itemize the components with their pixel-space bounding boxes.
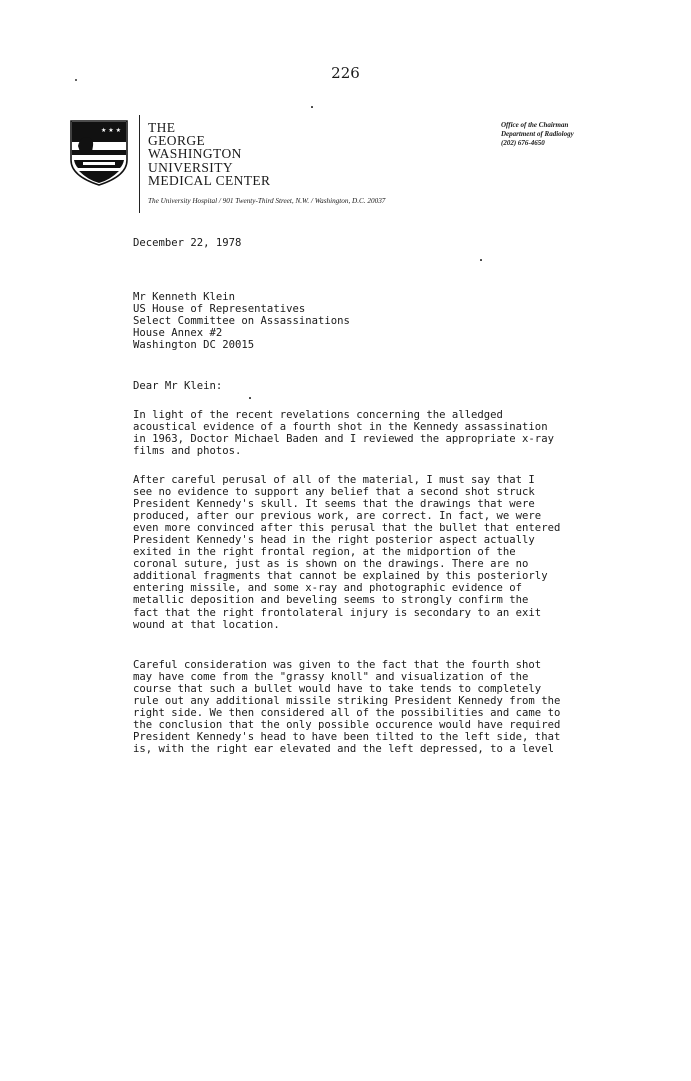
paragraph-line: After careful perusal of all of the material, I must say that I xyxy=(133,474,535,486)
org-name-line: UNIVERSITY xyxy=(148,159,233,175)
org-name-line: WASHINGTON xyxy=(148,146,242,162)
recipient-line: Washington DC 20015 xyxy=(133,339,255,352)
paragraph-line: see no evidence to support any belief that a second shot struck xyxy=(133,486,535,499)
paragraph-line: rule out any additional missile striking President Kennedy from the xyxy=(133,695,561,708)
paragraph-line: In light of the recent revelations concerning the alledged xyxy=(133,409,503,421)
office-line: (202) 676-4650 xyxy=(501,139,545,148)
scan-speck xyxy=(311,106,313,108)
paragraph-line: metallic deposition and beveling seems to strongly confirm the xyxy=(133,594,529,607)
body-paragraph xyxy=(133,409,554,457)
recipient-line: House Annex #2 xyxy=(133,327,223,340)
paragraph-line: is, with the right ear elevated and the left depressed, to a level xyxy=(133,743,554,756)
body-paragraph xyxy=(133,474,560,631)
office-line: Department of Radiology xyxy=(501,130,574,139)
org-name-line: MEDICAL CENTER xyxy=(148,172,271,188)
paragraph-line: right side. We then considered all of the possibilities and came to xyxy=(133,707,561,720)
paragraph-line: additional fragments that cannot be explained by this posteriorly xyxy=(133,570,548,583)
page-number: 226 xyxy=(331,64,360,82)
letterhead-divider xyxy=(139,115,140,213)
paragraph-line: exited in the right frontal region, at the midportion of the xyxy=(133,546,516,559)
paragraph-line: President Kennedy's head in the right posterior aspect actually xyxy=(133,534,535,547)
gwu-shield-logo-icon xyxy=(70,120,128,186)
recipient-line: Mr Kenneth Klein xyxy=(133,291,236,303)
paragraph-line: fact that the right frontolateral injury is secondary to an exit xyxy=(133,606,542,619)
paragraph-line: wound at that location. xyxy=(133,618,280,631)
letter-date: December 22, 1978 xyxy=(133,237,242,249)
paragraph-line: produced, after our previous work, are correct. In fact, we were xyxy=(133,510,542,523)
paragraph-line: course that such a bullet would have to take tends to completely xyxy=(133,683,542,696)
org-name-line: THE xyxy=(148,120,176,135)
recipient-line: US House of Representatives xyxy=(133,303,306,316)
paragraph-line: coronal suture, just as is shown on the drawings. There are no xyxy=(133,558,529,571)
org-name-line: GEORGE xyxy=(148,133,206,149)
organization-name xyxy=(148,121,270,187)
paragraph-line: even more convinced after this perusal that the bullet that entered xyxy=(133,522,561,535)
paragraph-line: acoustical evidence of a fourth shot in the Kennedy assassination xyxy=(133,421,548,434)
paragraph-line: Careful consideration was given to the fact that the fourth shot xyxy=(133,659,542,671)
paragraph-line: films and photos. xyxy=(133,445,242,458)
svg-text:★ ★ ★: ★ ★ ★ xyxy=(101,127,121,134)
office-line: Office of the Chairman xyxy=(501,121,569,129)
paragraph-line: in 1963, Doctor Michael Baden and I reviewed the appropriate x-ray xyxy=(133,433,554,446)
paragraph-line: may have come from the "grassy knoll" and visualization of the xyxy=(133,671,529,684)
recipient-address xyxy=(133,291,350,351)
paragraph-line: the conclusion that the only possible occurence would have required xyxy=(133,719,561,732)
office-block xyxy=(501,121,574,149)
scan-speck xyxy=(480,259,482,261)
scan-speck xyxy=(75,79,77,81)
letterhead-address: The University Hospital / 901 Twenty-Third Street, N.W. / Washington, D.C. 20037 xyxy=(148,197,386,205)
paragraph-line: President Kennedy's skull. It seems that the drawings that were xyxy=(133,498,535,511)
body-paragraph xyxy=(133,659,560,755)
paragraph-line: entering missile, and some x-ray and photographic evidence of xyxy=(133,582,523,595)
salutation: Dear Mr Klein: xyxy=(133,380,223,392)
scan-speck xyxy=(249,397,251,399)
paragraph-line: President Kennedy's head to have been tilted to the left side, that xyxy=(133,731,561,744)
recipient-line: Select Committee on Assassinations xyxy=(133,315,350,328)
